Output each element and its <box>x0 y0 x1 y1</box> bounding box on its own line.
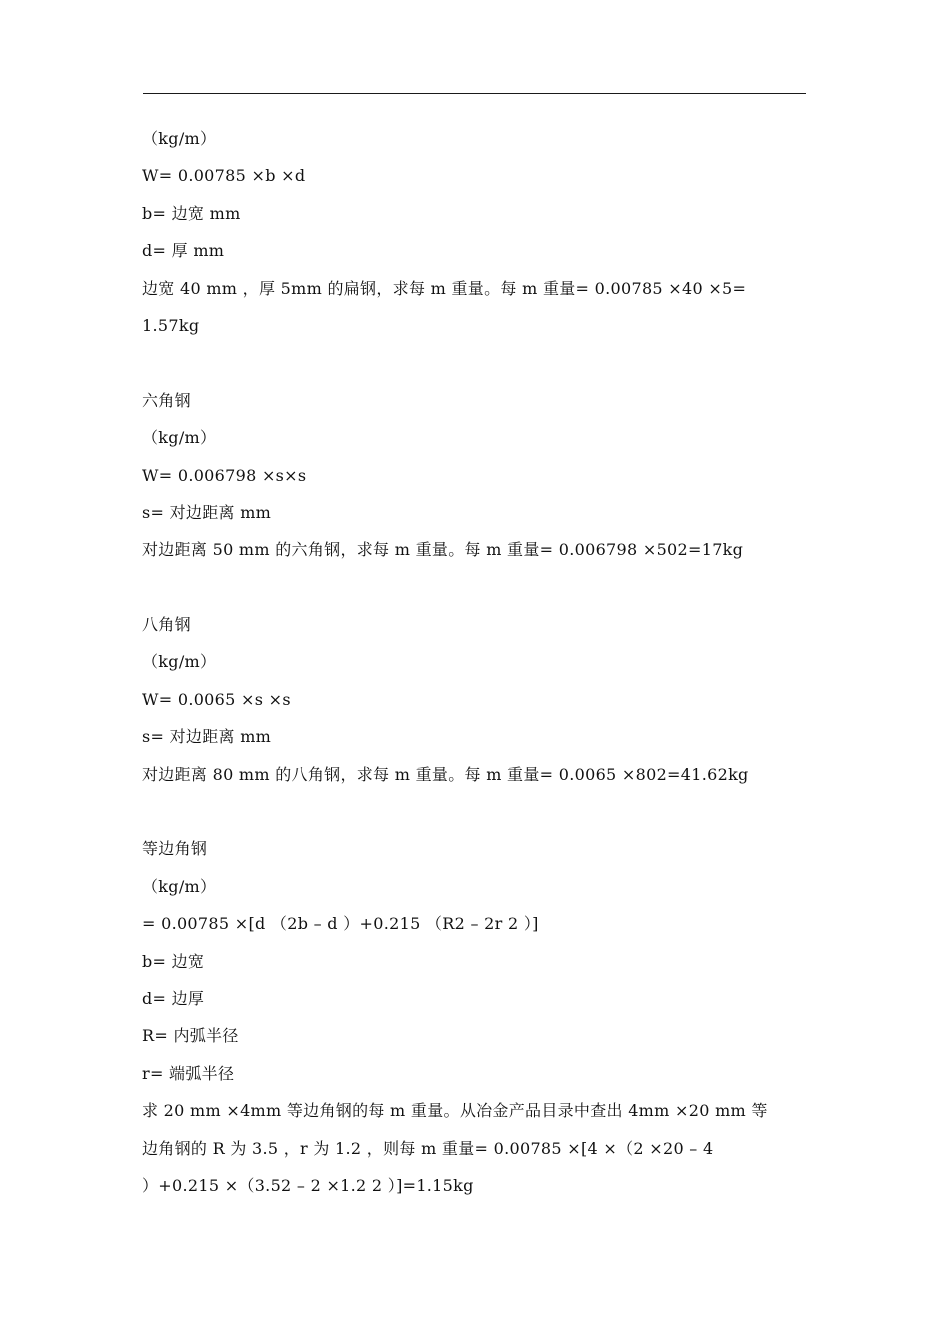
variable-b: b= 边宽 mm <box>142 203 241 223</box>
blank-line <box>142 793 807 830</box>
formula-octagonal-steel: W= 0.0065 ×s ×s <box>142 689 291 709</box>
variable-b: b= 边宽 <box>142 951 205 971</box>
example-equal-angle-steel-cont: 边角钢的 R 为 3.5 ，r 为 1.2 ，则每 m 重量= 0.00785 ×[4 ×（2 ×20 – 4 <box>142 1138 714 1158</box>
variable-d: d= 边厚 <box>142 988 205 1008</box>
document-body <box>142 120 807 1204</box>
variable-s: s= 对边距离 mm <box>142 502 272 522</box>
unit-label: （kg/m） <box>142 129 217 148</box>
example-equal-angle-steel: 求 20 mm ×4mm 等边角钢的每 m 重量。从冶金产品目录中查出 4mm ×20 mm 等 <box>142 1101 768 1121</box>
variable-d: d= 厚 mm <box>142 241 225 261</box>
example-hexagonal-steel: 对边距离 50 mm 的六角钢，求每 m 重量。每 m 重量= 0.006798 ×502=17kg <box>142 540 744 560</box>
variable-R: R= 内弧半径 <box>142 1026 239 1046</box>
formula-hexagonal-steel: W= 0.006798 ×s×s <box>142 465 307 485</box>
section-heading-hexagonal-steel: 六角钢 <box>142 390 191 410</box>
section-heading-octagonal-steel: 八角钢 <box>142 615 191 635</box>
unit-label: （kg/m） <box>142 428 217 448</box>
variable-r: r= 端弧半径 <box>142 1063 235 1083</box>
example-flat-steel-result: 1.57kg <box>142 315 200 335</box>
example-equal-angle-steel-result: ）+0.215 ×（3.52 – 2 ×1.2 2 ）]=1.15kg <box>142 1175 474 1195</box>
variable-s: s= 对边距离 mm <box>142 727 272 747</box>
header-rule <box>143 93 806 94</box>
unit-label: （kg/m） <box>142 652 217 672</box>
formula-flat-steel: W= 0.00785 ×b ×d <box>142 166 306 186</box>
blank-line <box>142 344 807 381</box>
formula-equal-angle-steel: = 0.00785 ×[d （2b – d ）+0.215 （R2 – 2r 2 ）] <box>142 914 539 934</box>
example-flat-steel: 边宽 40 mm ，厚 5mm 的扁钢，求每 m 重量。每 m 重量= 0.00785 ×40 ×5= <box>142 278 747 298</box>
blank-line <box>142 569 807 606</box>
example-octagonal-steel: 对边距离 80 mm 的八角钢，求每 m 重量。每 m 重量= 0.0065 ×802=41.62kg <box>142 764 749 784</box>
unit-label: （kg/m） <box>142 876 217 896</box>
section-heading-equal-angle-steel: 等边角钢 <box>142 839 208 859</box>
